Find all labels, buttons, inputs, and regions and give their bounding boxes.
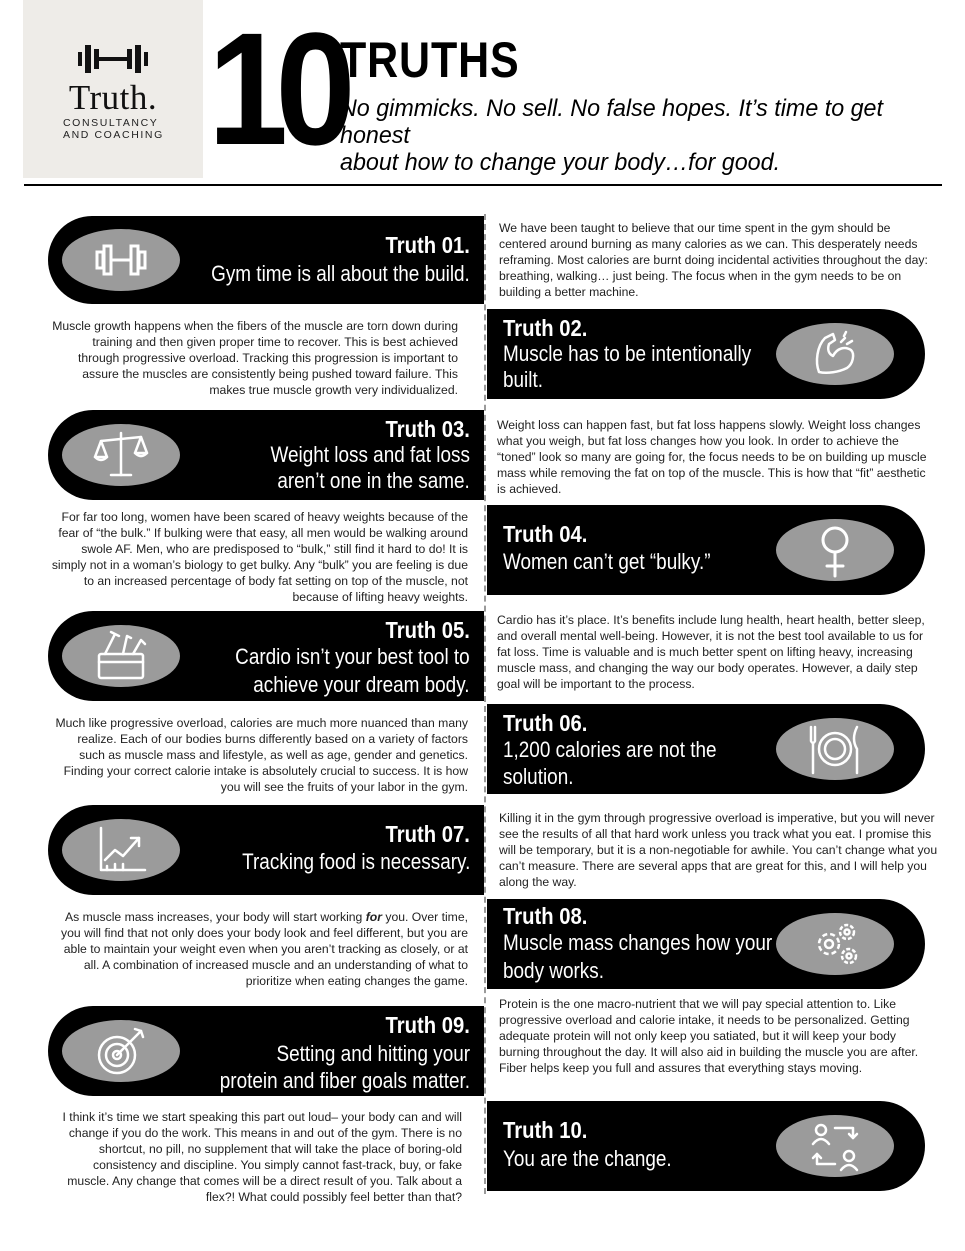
truth-title: Truth 01. [385, 232, 470, 258]
logo-subtitle-line: AND COACHING [63, 129, 164, 141]
truth-title: Truth 10. [503, 1117, 588, 1143]
truth-10-paragraph: I think it’s time we start speaking this part out loud– your body can and will change if you do the work. This means in and out of the gym. There is no shortcut, no pill, no supplement that will take the place of boring-old consistency and discipline. You simply cannot fast-track, buy, or fake muscle. Any change that comes will be a direct result of you. Talk about a flex?! What could possibly feel better than that? [62, 1110, 462, 1204]
truth-03-banner [48, 410, 484, 500]
plate-fork-knife-icon [805, 719, 865, 779]
logo-subtitle-line: CONSULTANCY [63, 117, 159, 129]
truth-statement: You are the change. [503, 1146, 672, 1171]
dumbbell-icon [78, 42, 148, 76]
dumbbell-icon [91, 230, 151, 290]
toolbox-icon [91, 626, 151, 686]
truth-title: Truth 04. [503, 521, 588, 547]
logo-subtitle [63, 117, 164, 141]
truth-08-paragraph [50, 910, 468, 990]
truth-statement: protein and fiber goals matter. [219, 1068, 470, 1093]
truth-title: Truth 08. [503, 903, 588, 929]
paragraph-emphasis: for [365, 910, 382, 924]
truth-08-banner [487, 899, 925, 989]
truth-statement: built. [503, 367, 543, 392]
truth-07-banner [48, 805, 484, 895]
truth-statement: Women can’t get “bulky.” [503, 549, 711, 574]
icon-badge [776, 519, 894, 581]
tagline-line: about how to change your body…for good. [340, 149, 781, 176]
truth-02-banner [487, 309, 925, 399]
icon-badge [62, 1020, 180, 1082]
truth-statement: body works. [503, 958, 604, 983]
icon-badge [776, 913, 894, 975]
headline-title: TRUTHS [340, 32, 520, 88]
truth-statement: aren’t one in the same. [277, 468, 470, 493]
truth-09-paragraph: Protein is the one macro-nutrient that we will pay special attention to. Like progressive overload and calorie intake, it needs to be personalized. Getting adequate protein will not only keep you satiated, but it will keep your body burning throughout the day. It will also aid in building the muscle you are after. Fiber helps keep you full and assures that everything stays moving. [499, 997, 919, 1075]
truth-title: Truth 03. [385, 416, 470, 442]
truth-title: Truth 05. [385, 617, 470, 643]
center-dashed-line [484, 214, 486, 1194]
truth-statement: Cardio isn’t your best tool to [235, 644, 470, 669]
truth-04-paragraph: For far too long, women have been scared of heavy weights because of the fear of “the bulk.” If bulking were that easy, all men would be walking around swole AF. Men, who are predisposed to “bulk,” still find it hard to do! It is simply not in a woman’s biology to get bulky. Any “bulk” you are feeling is due to an increased percentage of body fat setting on top of the muscle, not because of lifting heavy weights. [51, 510, 468, 604]
truth-title: Truth 07. [385, 821, 470, 847]
icon-badge [776, 718, 894, 780]
truth-10-banner [487, 1101, 925, 1191]
truth-09-banner [48, 1006, 484, 1096]
flexed-arm-icon [805, 324, 865, 384]
icon-badge [62, 625, 180, 687]
truth-statement: Gym time is all about the build. [211, 261, 470, 286]
target-arrow-icon [91, 1021, 151, 1081]
truth-title: Truth 09. [385, 1012, 470, 1038]
truth-04-banner [487, 505, 925, 595]
truth-statement: Setting and hitting your [276, 1041, 470, 1066]
female-symbol-icon [805, 520, 865, 580]
truth-statement: Muscle has to be intentionally [503, 341, 752, 366]
truth-06-banner [487, 704, 925, 794]
tagline-line: No gimmicks. No sell. No false hopes. It’s time to get honest [340, 95, 883, 149]
tagline [340, 95, 941, 176]
logo [23, 0, 203, 178]
truth-05-paragraph: Cardio has it’s place. It’s benefits include lung health, heart health, better sleep, and overall mental well-being. However, it is not the best tool available to us for fat loss. Time is valuable and is much better spent on lifting heavy, increasing muscle mass, and changing the way our body operates. However, a daily step goal will be important to the process. [497, 613, 925, 691]
truth-01-paragraph: We have been taught to believe that our time spent in the gym should be centered around burning as many calories as we can. This desperately needs reframing. Most calories are burnt doing incidental activities throughout the day: breathing, walking… just being. The focus when in the gym needs to be on building a better machine. [499, 221, 928, 299]
logo-wordmark: Truth. [68, 78, 158, 117]
paragraph-text: you. Over time, you will find that not only does your body look and feel different, but you are able to maintain your weight even when you aren’t tracking as closely, or at all. A combination of increased muscle and an understanding of what to prioritize when eating changes the game. [61, 910, 468, 988]
header-divider [24, 184, 942, 186]
icon-badge [62, 229, 180, 291]
truth-06-paragraph: Much like progressive overload, calories are much more nuanced than many realize. Each of our bodies burns differently based on a variety of factors such as muscle mass and lifestyle, as well as age, gender and genetics. Finding your correct calorie intake is absolutely crucial to success. It is how you will see the fruits of your labor in the gym. [55, 716, 468, 794]
icon-badge [776, 1115, 894, 1177]
truth-statement: Muscle mass changes how your [503, 930, 773, 955]
growth-chart-icon [91, 820, 151, 880]
icon-badge [776, 323, 894, 385]
truth-05-banner [48, 611, 484, 701]
truth-01-banner [48, 216, 484, 304]
truth-statement: Weight loss and fat loss [270, 442, 470, 467]
truth-title: Truth 06. [503, 710, 588, 736]
headline-number: 10 [208, 0, 343, 178]
truth-statement: 1,200 calories are not the [503, 737, 717, 762]
person-change-icon [805, 1116, 865, 1176]
truth-02-paragraph: Muscle growth happens when the fibers of the muscle are torn down during training and then given proper time to recover. This is best achieved through progressive overload. Tracking this progression is important to assure the muscles are consistently being pushed toward failure. This makes true muscle growth very individualized. [52, 319, 458, 397]
paragraph-text: As muscle mass increases, your body will start working [65, 910, 366, 924]
balance-scale-icon [91, 425, 151, 485]
icon-badge [62, 424, 180, 486]
truth-statement: Tracking food is necessary. [241, 849, 470, 874]
truth-statement: solution. [503, 764, 574, 789]
gears-icon [805, 914, 865, 974]
truth-title: Truth 02. [503, 315, 588, 341]
truth-03-paragraph: Weight loss can happen fast, but fat loss happens slowly. Weight loss changes what you weigh, but fat loss changes how you look. In order to achieve the “toned” look so many are going for, the focus needs to be on building up muscle mass while removing the fat on top of the muscle. This is how that “fit” aesthetic is achieved. [497, 418, 927, 496]
icon-badge [62, 819, 180, 881]
truth-07-paragraph: Killing it in the gym through progressive overload is imperative, but you will never see the results of all that hard work unless you track what you eat. I promise this will be temporary, but it is a non-negotiable for awhile. You can’t change what you can’t measure. There are several apps that are great for this, and I will help you along the way. [499, 811, 938, 889]
truth-statement: achieve your dream body. [253, 672, 470, 697]
